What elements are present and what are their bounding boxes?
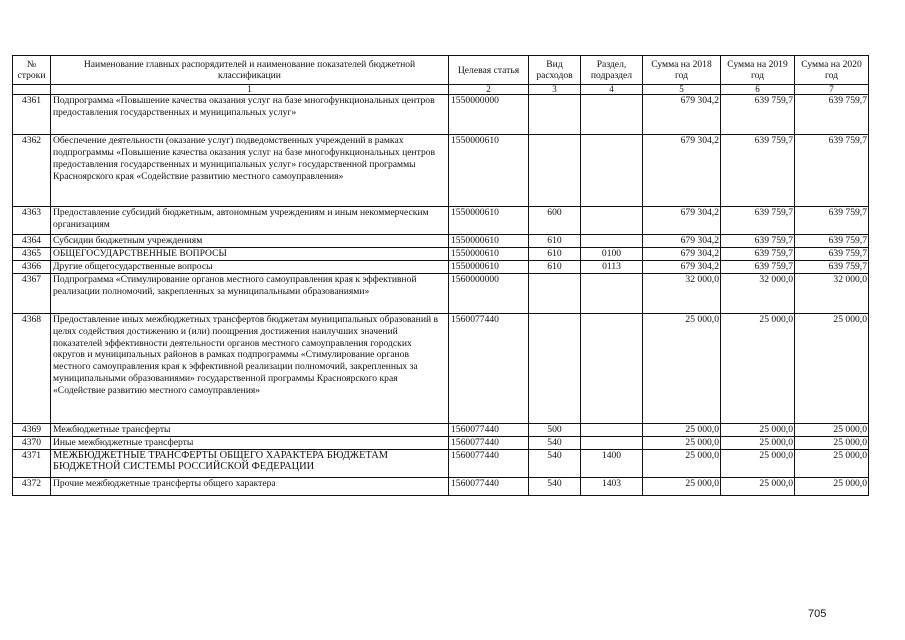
row-target: 1560077440 <box>449 477 529 495</box>
row-name: Иные межбюджетные трансферты <box>51 436 449 449</box>
row-sum-2020: 25 000,0 <box>795 313 869 423</box>
row-sum-2019: 639 759,7 <box>721 260 795 273</box>
budget-table-sheet <box>12 55 868 496</box>
row-sum-2019: 639 759,7 <box>721 247 795 260</box>
column-number: 1 <box>51 85 449 95</box>
row-name: МЕЖБЮДЖЕТНЫЕ ТРАНСФЕРТЫ ОБЩЕГО ХАРАКТЕРА БЮДЖЕТАМ БЮДЖЕТНОЙ СИСТЕМЫ РОССИЙСКОЙ ФЕДЕРАЦИИ <box>51 449 449 477</box>
row-sum-2018: 25 000,0 <box>643 449 721 477</box>
row-sum-2018: 32 000,0 <box>643 273 721 313</box>
table-row <box>13 260 869 273</box>
row-sum-2018: 25 000,0 <box>643 423 721 436</box>
row-sum-2019: 639 759,7 <box>721 235 795 248</box>
row-name: Предоставление иных межбюджетных трансфертов бюджетам муниципальных образований в целях содействия достижению и (или) поощрения достижения наилучших значений показателей эффективности деятельности органов местного самоуправления городских округов и муниципальных районов в рамках подпрограммы «Стимулирование органов местного самоуправления края к эффективной реализации полномочий, закрепленных за муниципальными образованиями» государственной программы Красноярского края «Содействие развитию местного самоуправления» <box>51 313 449 423</box>
row-type: 500 <box>529 423 581 436</box>
row-sum-2018: 679 304,2 <box>643 207 721 235</box>
header-expense-type: Вид расходов <box>529 56 581 85</box>
row-name: Субсидии бюджетным учреждениям <box>51 235 449 248</box>
table-row <box>13 247 869 260</box>
row-sum-2020: 25 000,0 <box>795 436 869 449</box>
table-row <box>13 273 869 313</box>
table-row <box>13 436 869 449</box>
row-section: 0100 <box>581 247 643 260</box>
column-number: 6 <box>721 85 795 95</box>
row-target: 1560077440 <box>449 436 529 449</box>
row-type: 610 <box>529 235 581 248</box>
table-row <box>13 449 869 477</box>
row-sum-2020: 639 759,7 <box>795 207 869 235</box>
row-name: Межбюджетные трансферты <box>51 423 449 436</box>
row-type <box>529 273 581 313</box>
column-number: 2 <box>449 85 529 95</box>
row-sum-2018: 679 304,2 <box>643 247 721 260</box>
row-number: 4372 <box>13 477 51 495</box>
row-name: Другие общегосударственные вопросы <box>51 260 449 273</box>
header-sum-2019: Сумма на 2019 год <box>721 56 795 85</box>
header-target-article: Целевая статья <box>449 56 529 85</box>
row-section <box>581 135 643 207</box>
row-type <box>529 135 581 207</box>
row-name: ОБЩЕГОСУДАРСТВЕННЫЕ ВОПРОСЫ <box>51 247 449 260</box>
row-type <box>529 313 581 423</box>
row-type: 610 <box>529 260 581 273</box>
row-sum-2019: 25 000,0 <box>721 313 795 423</box>
column-number-blank <box>13 85 51 95</box>
row-sum-2020: 639 759,7 <box>795 247 869 260</box>
row-sum-2020: 25 000,0 <box>795 423 869 436</box>
row-section <box>581 313 643 423</box>
row-sum-2020: 639 759,7 <box>795 135 869 207</box>
header-row-number: № строки <box>13 56 51 85</box>
table-row <box>13 135 869 207</box>
column-number: 5 <box>643 85 721 95</box>
column-number: 7 <box>795 85 869 95</box>
row-section <box>581 95 643 135</box>
row-target: 1560077440 <box>449 423 529 436</box>
row-number: 4369 <box>13 423 51 436</box>
row-type: 540 <box>529 477 581 495</box>
row-sum-2018: 679 304,2 <box>643 95 721 135</box>
row-sum-2019: 25 000,0 <box>721 449 795 477</box>
row-sum-2018: 25 000,0 <box>643 436 721 449</box>
row-number: 4362 <box>13 135 51 207</box>
table-row <box>13 423 869 436</box>
table-row <box>13 95 869 135</box>
row-sum-2019: 25 000,0 <box>721 423 795 436</box>
row-sum-2018: 25 000,0 <box>643 313 721 423</box>
column-number: 4 <box>581 85 643 95</box>
row-number: 4370 <box>13 436 51 449</box>
row-sum-2019: 32 000,0 <box>721 273 795 313</box>
table-row <box>13 313 869 423</box>
row-target: 1550000610 <box>449 247 529 260</box>
row-sum-2020: 32 000,0 <box>795 273 869 313</box>
row-section <box>581 436 643 449</box>
row-sum-2018: 679 304,2 <box>643 260 721 273</box>
table-row <box>13 207 869 235</box>
row-type <box>529 95 581 135</box>
row-number: 4363 <box>13 207 51 235</box>
budget-table <box>12 55 869 496</box>
header-sum-2020: Сумма на 2020 год <box>795 56 869 85</box>
row-target: 1550000000 <box>449 95 529 135</box>
row-sum-2020: 25 000,0 <box>795 449 869 477</box>
row-sum-2020: 639 759,7 <box>795 260 869 273</box>
header-section: Раздел, подраздел <box>581 56 643 85</box>
row-target: 1560077440 <box>449 313 529 423</box>
row-target: 1550000610 <box>449 207 529 235</box>
row-number: 4361 <box>13 95 51 135</box>
row-type: 610 <box>529 247 581 260</box>
row-target: 1550000610 <box>449 135 529 207</box>
column-number: 3 <box>529 85 581 95</box>
page-number: 705 <box>808 608 827 620</box>
row-sum-2019: 639 759,7 <box>721 95 795 135</box>
row-number: 4371 <box>13 449 51 477</box>
table-row <box>13 477 869 495</box>
row-sum-2020: 639 759,7 <box>795 95 869 135</box>
row-section: 1400 <box>581 449 643 477</box>
row-sum-2020: 25 000,0 <box>795 477 869 495</box>
row-name: Предоставление субсидий бюджетным, автономным учреждениям и иным некоммерческим организациям <box>51 207 449 235</box>
row-section <box>581 207 643 235</box>
row-target: 1550000610 <box>449 260 529 273</box>
row-sum-2019: 639 759,7 <box>721 207 795 235</box>
row-number: 4365 <box>13 247 51 260</box>
row-sum-2018: 679 304,2 <box>643 135 721 207</box>
row-number: 4364 <box>13 235 51 248</box>
row-sum-2019: 639 759,7 <box>721 135 795 207</box>
header-sum-2018: Сумма на 2018 год <box>643 56 721 85</box>
row-name: Прочие межбюджетные трансферты общего характера <box>51 477 449 495</box>
header-name: Наименование главных распорядителей и наименование показателей бюджетной классификации <box>51 56 449 85</box>
row-number: 4368 <box>13 313 51 423</box>
row-target: 1560000000 <box>449 273 529 313</box>
row-section: 1403 <box>581 477 643 495</box>
row-section: 0113 <box>581 260 643 273</box>
row-section <box>581 273 643 313</box>
column-numbering-row <box>13 85 869 95</box>
row-number: 4366 <box>13 260 51 273</box>
row-target: 1560077440 <box>449 449 529 477</box>
row-sum-2019: 25 000,0 <box>721 436 795 449</box>
row-target: 1550000610 <box>449 235 529 248</box>
row-sum-2018: 679 304,2 <box>643 235 721 248</box>
row-number: 4367 <box>13 273 51 313</box>
row-name: Подпрограмма «Повышение качества оказания услуг на базе многофункциональных центров предоставления государственных и муниципальных услуг» <box>51 95 449 135</box>
row-section <box>581 235 643 248</box>
row-sum-2020: 639 759,7 <box>795 235 869 248</box>
row-name: Подпрограмма «Стимулирование органов местного самоуправления края к эффективной реализации полномочий, закрепленных за муниципальными образованиями» <box>51 273 449 313</box>
row-name: Обеспечение деятельности (оказание услуг) подведомственных учреждений в рамках подпрограммы «Повышение качества оказания услуг на базе многофункциональных центров предоставления государственных и муниципальных услуг» государственной программы Красноярского края «Содействие развитию местного самоуправления» <box>51 135 449 207</box>
row-type: 540 <box>529 449 581 477</box>
row-type: 540 <box>529 436 581 449</box>
row-section <box>581 423 643 436</box>
row-sum-2018: 25 000,0 <box>643 477 721 495</box>
table-row <box>13 235 869 248</box>
row-type: 600 <box>529 207 581 235</box>
row-sum-2019: 25 000,0 <box>721 477 795 495</box>
table-header-row <box>13 56 869 85</box>
